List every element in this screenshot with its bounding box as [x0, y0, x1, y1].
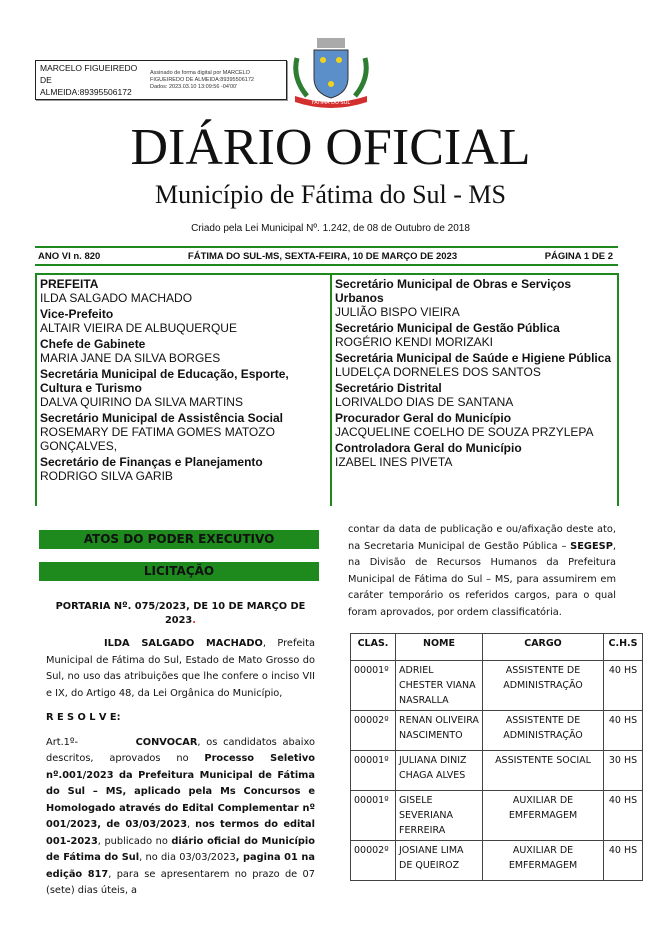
t: diário oficial do Município de Fátima do Sul — [46, 835, 316, 863]
official-name: JACQUELINE COELHO DE SOUZA PRZYLEPA — [335, 425, 594, 439]
official-title: Secretária Municipal de Educação, Esporte, Cultura e Turismo — [40, 367, 289, 395]
t: nos termos do edital 001-2023 — [46, 819, 315, 847]
col-header: NOME — [396, 634, 483, 661]
divider — [35, 246, 618, 248]
table-row — [351, 711, 643, 751]
official-name: ROSEMARY DE FATIMA GOMES MATOZO GONÇALVES, — [40, 425, 275, 453]
signature-details — [140, 70, 254, 91]
table-cell: 00001º — [351, 661, 396, 711]
col-header: CLAS. — [351, 634, 396, 661]
page-number: PÁGINA 1 DE 2 — [544, 251, 613, 262]
heading-text: PORTARIA Nº. 075/2023, DE 10 DE MARÇO DE 2023 — [55, 601, 306, 626]
table-cell: 40 HS — [604, 711, 643, 751]
table-cell: 00001º — [351, 791, 396, 841]
signer-name: MARCELO FIGUEIREDO DE ALMEIDA:89395506172 — [40, 63, 138, 97]
official-name: ALTAIR VIEIRA DE ALBUQUERQUE — [40, 321, 237, 335]
official-title: PREFEITA — [40, 277, 99, 291]
official-entry — [335, 321, 620, 349]
t: , para se apresentarem no prazo de 07 (sete) dias úteis, a — [46, 868, 315, 896]
table-row — [351, 841, 643, 881]
officials-right — [330, 275, 620, 506]
t: , os candidatos abaixo descritos, aprovados no — [46, 736, 315, 764]
t: Processo Seletivo nº.001/2023 da Prefeitura Municipal de Fátima do Sul – MS, aplicado pela Ms Concursos e Homologado através do Edital Complementar nº 001/2023, de 03/03/2023 — [46, 753, 316, 830]
municipal-crest-icon — [287, 38, 375, 110]
crest-banner: FÁTIMA DO SUL — [311, 100, 351, 106]
official-entry — [335, 277, 620, 319]
portaria-heading — [46, 600, 315, 628]
official-name: DALVA QUIRINO DA SILVA MARTINS — [40, 395, 243, 409]
article-label: Art.1º- — [46, 736, 79, 748]
t: , no dia 03/03/2023 — [139, 852, 236, 863]
intro-paragraph — [46, 636, 315, 702]
official-name: RODRIGO SILVA GARIB — [40, 469, 173, 483]
official-title: Vice-Prefeito — [40, 307, 114, 321]
article-1 — [46, 735, 315, 900]
resolve-heading: R E S O L V E: — [46, 712, 121, 723]
table-cell: 40 HS — [604, 791, 643, 841]
official-entry — [335, 351, 620, 379]
official-entry — [40, 367, 325, 409]
officials-left — [40, 277, 325, 485]
heading-dot: . — [192, 615, 196, 626]
official-name: ILDA SALGADO MACHADO — [40, 291, 193, 305]
table-cell: GISELE SEVERIANA FERREIRA — [396, 791, 483, 841]
table-cell: 40 HS — [604, 661, 643, 711]
creation-law: Criado pela Lei Municipal Nº. 1.242, de 08 de Outubro de 2018 — [191, 223, 470, 234]
section-bidding: LICITAÇÃO — [39, 562, 319, 581]
official-title: Secretário Distrital — [335, 381, 442, 395]
t: , — [187, 819, 196, 830]
official-title: Procurador Geral do Município — [335, 411, 512, 425]
table-cell: 40 HS — [604, 841, 643, 881]
official-entry — [40, 277, 325, 305]
col-header: C.H.S — [604, 634, 643, 661]
signature-line: Dados: 2023.03.10 13:09:56 -04'00' — [150, 83, 238, 90]
portaria-text — [46, 600, 315, 900]
table-cell: 00001º — [351, 751, 396, 791]
table-cell: 30 HS — [604, 751, 643, 791]
mayor-name: ILDA SALGADO MACHADO — [104, 638, 263, 649]
official-entry — [335, 441, 620, 469]
official-title: Secretário Municipal de Assistência Social — [40, 411, 283, 425]
divider — [35, 264, 618, 266]
table-cell: AUXILIAR DE EMFERMAGEM — [483, 841, 604, 881]
table-cell: JOSIANE LIMA DE QUEIROZ — [396, 841, 483, 881]
official-title: Secretário Municipal de Obras e Serviços Urbanos — [335, 277, 572, 305]
section-executive: ATOS DO PODER EXECUTIVO — [39, 530, 319, 549]
table-cell: RENAN OLIVEIRA NASCIMENTO — [396, 711, 483, 751]
table-row — [351, 791, 643, 841]
official-name: LUDELÇA DORNELES DOS SANTOS — [335, 365, 541, 379]
official-entry — [40, 337, 325, 365]
official-name: MARIA JANE DA SILVA BORGES — [40, 351, 221, 365]
official-name: LORIVALDO DIAS DE SANTANA — [335, 395, 514, 409]
official-entry — [335, 381, 620, 409]
table-cell: ASSISTENTE SOCIAL — [483, 751, 604, 791]
official-title: Secretária Municipal de Saúde e Higiene Pública — [335, 351, 612, 365]
t: , pagina 01 na edição 817 — [46, 852, 315, 880]
official-entry — [40, 455, 325, 483]
table-cell: JULIANA DINIZ CHAGA ALVES — [396, 751, 483, 791]
candidates-table — [350, 633, 643, 881]
signature-line: Assinado de forma digital por MARCELO — [150, 69, 250, 76]
table-row — [351, 751, 643, 791]
officials-box — [35, 273, 619, 506]
t: CONVOCAR — [135, 736, 198, 748]
issue-header — [38, 251, 613, 262]
t: , na Divisão de Recursos Humanos da Prefeitura Municipal de Fátima do Sul – MS, para assumirem em caráter temporário os referidos cargos, para o qual foram aprovados, por ordem classificatória. — [348, 540, 616, 618]
col-header: CARGO — [483, 634, 604, 661]
official-title: Controladora Geral do Município — [335, 441, 522, 455]
municipality-subtitle: Município de Fátima do Sul - MS — [155, 180, 506, 209]
official-name: IZABEL INES PIVETA — [335, 455, 453, 469]
official-name: JULIÃO BISPO VIEIRA — [335, 305, 460, 319]
table-cell: ADRIEL CHESTER VIANA NASRALLA — [396, 661, 483, 711]
signature-line: FIGUEIREDO DE ALMEIDA:89395506172 — [150, 76, 254, 83]
table-cell: 00002º — [351, 711, 396, 751]
official-entry — [335, 411, 620, 439]
portaria-continuation — [348, 522, 616, 621]
table-cell: AUXILIAR DE EMFERMAGEM — [483, 791, 604, 841]
official-title: Chefe de Gabinete — [40, 337, 146, 351]
official-entry — [40, 411, 325, 453]
official-entry — [40, 307, 325, 335]
table-cell: 00002º — [351, 841, 396, 881]
table-cell: ASSISTENTE DE ADMINISTRAÇÃO — [483, 661, 604, 711]
table-header-row — [351, 634, 643, 661]
newspaper-title: DIÁRIO OFICIAL — [130, 119, 531, 176]
table-cell: ASSISTENTE DE ADMINISTRAÇÃO — [483, 711, 604, 751]
intro-text: , Prefeita Municipal de Fátima do Sul, Estado de Mato Grosso do Sul, no uso das atribuições que lhe confere o inciso VII e IX, do Artigo 48, da Lei Orgânica do Município, — [46, 638, 315, 699]
edition-number: ANO VI n. 820 — [38, 251, 101, 262]
t: SEGESP — [570, 540, 613, 552]
t: contar da data de publicação e ou/afixação deste ato, na Secretaria Municipal de Gestão Pública – — [348, 524, 616, 552]
t: , publicado no — [97, 835, 172, 847]
official-name: ROGÉRIO KENDI MORIZAKI — [335, 335, 494, 349]
official-title: Secretário de Finanças e Planejamento — [40, 455, 263, 469]
digital-signature-box — [35, 60, 287, 100]
table-row — [351, 661, 643, 711]
issue-date: FÁTIMA DO SUL-MS, SEXTA-FEIRA, 10 DE MARÇO DE 2023 — [187, 251, 458, 262]
official-title: Secretário Municipal de Gestão Pública — [335, 321, 560, 335]
